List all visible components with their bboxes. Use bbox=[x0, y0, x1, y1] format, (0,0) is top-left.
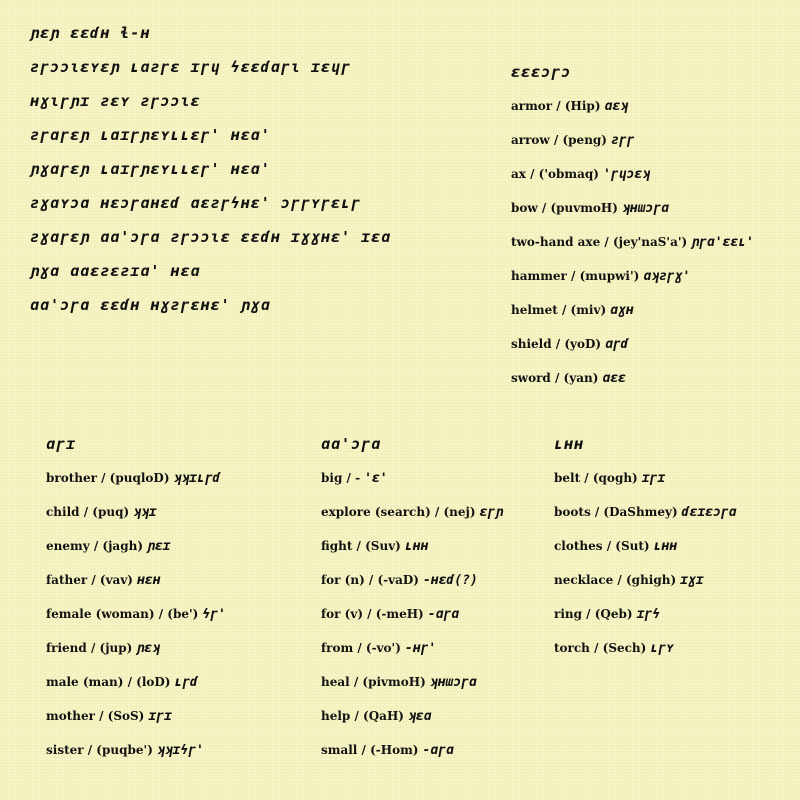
vocab-label: armor / (Hip) bbox=[511, 99, 601, 113]
vocab-row bbox=[46, 604, 226, 638]
vocab-label: helmet / (miv) bbox=[511, 303, 607, 317]
vocab-label: mother / (SoS) bbox=[46, 709, 145, 723]
vocab-glyph: ƨɼɼ bbox=[611, 133, 635, 148]
vocab-glyph: ɗɛɪɛɔɼɑ bbox=[681, 505, 737, 520]
vocab-glyph: ɲɛɪ bbox=[147, 539, 171, 554]
vocab-glyph: 'ɼɥɔɛʞ bbox=[602, 167, 650, 182]
vocab-glyph: ɑʞƨɼɣ' bbox=[643, 269, 691, 284]
vocab-glyph: -ɑɼɑ bbox=[427, 607, 460, 622]
vocab-glyph: ʞʜɯɔɼɑ bbox=[429, 675, 477, 690]
vocab-row bbox=[511, 96, 754, 130]
vocab-row bbox=[321, 570, 503, 604]
vocab-glyph: ʞʞɪʟɼɗ bbox=[173, 471, 221, 486]
intro-line: ƨɼɔɔɩɛʏɛɲ ʟɑƨɼɛ ɪɼɥ ϟɛɛɗɑɼɩ ɪɛɥɼ bbox=[30, 58, 351, 76]
vocab-row bbox=[321, 638, 503, 672]
vocab-glyph: 'ɛ' bbox=[364, 471, 388, 486]
vocab-label: big / - bbox=[321, 471, 361, 485]
vocab-label: sword / (yan) bbox=[511, 371, 599, 385]
vocab-label: ring / (Qeb) bbox=[554, 607, 633, 621]
weapons-heading: ɛɛɛɔɼɔ bbox=[511, 63, 572, 81]
vocab-label: fight / (Suv) bbox=[321, 539, 401, 553]
vocab-row bbox=[511, 334, 754, 368]
vocab-label: belt / (qogh) bbox=[554, 471, 638, 485]
vocab-row bbox=[321, 706, 503, 740]
verbs-heading: ɑɑ'ɔɼɑ bbox=[321, 435, 382, 453]
vocab-label: necklace / (ghigh) bbox=[554, 573, 677, 587]
vocab-glyph: ʞɛɑ bbox=[407, 709, 432, 724]
vocab-row bbox=[321, 468, 503, 502]
vocab-row bbox=[321, 672, 503, 706]
vocab-label: hammer / (mupwi') bbox=[511, 269, 640, 283]
vocab-row bbox=[46, 638, 226, 672]
vocab-label: for (n) / (-vaD) bbox=[321, 573, 419, 587]
vocab-row bbox=[46, 740, 226, 774]
vocab-label: small / (-Hom) bbox=[321, 743, 419, 757]
vocab-glyph: ɲɼɑ'ɛɛʟ' bbox=[691, 235, 754, 250]
vocab-glyph: ʟʜʜ bbox=[404, 539, 429, 554]
vocab-glyph: ɪɼɪ bbox=[641, 471, 666, 486]
vocab-label: sister / (puqbe') bbox=[46, 743, 153, 757]
vocab-label: for (v) / (-meH) bbox=[321, 607, 424, 621]
vocab-glyph: ɑɛʞ bbox=[604, 99, 628, 114]
vocab-row bbox=[511, 130, 754, 164]
intro-line: ɲɣɑɼɛɲ ʟɑɪɼɲɛʏʟʟɛɼ' ʜɛɑ' bbox=[30, 160, 271, 178]
vocab-row bbox=[511, 300, 754, 334]
vocab-row bbox=[321, 604, 503, 638]
vocab-label: from / (-vo') bbox=[321, 641, 401, 655]
vocab-label: explore (search) / (nej) bbox=[321, 505, 476, 519]
vocab-label: friend / (jup) bbox=[46, 641, 133, 655]
vocab-label: brother / (puqloD) bbox=[46, 471, 170, 485]
vocab-row bbox=[554, 570, 736, 604]
vocab-glyph: -ʜɼ' bbox=[404, 641, 437, 656]
vocab-row bbox=[46, 536, 226, 570]
vocab-glyph: ɑɛɛ bbox=[602, 371, 626, 386]
vocab-row bbox=[554, 502, 736, 536]
intro-line: ɲɣɑ ɑɑɛƨɛƨɪɑ' ʜɛɑ bbox=[30, 262, 201, 280]
vocab-label: boots / (DaShmey) bbox=[554, 505, 678, 519]
intro-line: ɑɑ'ɔɼɑ ɛɛɗʜ ʜɣƨɼɛʜɛ' ɲɣɑ bbox=[30, 296, 271, 314]
vocab-label: clothes / (Sut) bbox=[554, 539, 650, 553]
intro-line: ƨɣɑɼɛɲ ɑɑ'ɔɼɑ ƨɼɔɔɩɛ ɛɛɗʜ ɪɣɣʜɛ' ɪɛɑ bbox=[30, 228, 392, 246]
verbs-column bbox=[321, 434, 503, 774]
vocab-glyph: ʟʜʜ bbox=[653, 539, 678, 554]
vocab-glyph: ʟɼʏ bbox=[650, 641, 674, 656]
vocab-label: torch / (Sech) bbox=[554, 641, 647, 655]
clothing-heading: ʟʜʜ bbox=[554, 435, 585, 453]
intro-text-block bbox=[30, 22, 391, 328]
intro-line: ƨɼɑɼɛɲ ʟɑɪɼɲɛʏʟʟɛɼ' ʜɛɑ' bbox=[30, 126, 271, 144]
vocab-label: father / (vav) bbox=[46, 573, 133, 587]
vocab-glyph: ɲɛʞ bbox=[136, 641, 160, 656]
vocab-row bbox=[46, 502, 226, 536]
vocab-glyph: ɪɼɪ bbox=[148, 709, 172, 724]
vocab-row bbox=[321, 740, 503, 774]
vocab-label: help / (QaH) bbox=[321, 709, 404, 723]
intro-line: ƨɣɑʏɔɑ ʜɛɔɼɑʜɛɗ ɑɛƨɼϟʜɛ' ɔɼɼʏɼɛʟɼ bbox=[30, 194, 362, 212]
vocab-glyph: ʟɼɗ bbox=[174, 675, 198, 690]
vocab-row bbox=[554, 604, 736, 638]
vocab-label: female (woman) / (be') bbox=[46, 607, 199, 621]
vocab-row bbox=[554, 638, 736, 672]
clothing-column bbox=[554, 434, 736, 672]
family-column bbox=[46, 434, 226, 774]
vocab-glyph: ɪɼϟ bbox=[636, 607, 661, 622]
vocab-label: enemy / (jagh) bbox=[46, 539, 143, 553]
vocab-row bbox=[46, 570, 226, 604]
vocab-label: child / (puq) bbox=[46, 505, 130, 519]
vocab-label: arrow / (peng) bbox=[511, 133, 607, 147]
vocab-row bbox=[321, 502, 503, 536]
vocab-label: shield / (yoD) bbox=[511, 337, 602, 351]
vocab-row bbox=[511, 232, 754, 266]
vocab-glyph: ɑɣʜ bbox=[610, 303, 634, 318]
vocab-row bbox=[46, 706, 226, 740]
vocab-label: male (man) / (loD) bbox=[46, 675, 171, 689]
vocab-glyph: ɛɼɲ bbox=[479, 505, 504, 520]
vocab-glyph: ʞʜɯɔɼɑ bbox=[621, 201, 669, 216]
vocab-label: heal / (pivmoH) bbox=[321, 675, 426, 689]
vocab-row bbox=[46, 672, 226, 706]
vocab-glyph: ϟɼ' bbox=[202, 607, 226, 622]
vocab-label: two-hand axe / (jey'naS'a') bbox=[511, 235, 688, 249]
vocab-glyph: -ɑɼɑ bbox=[422, 743, 454, 758]
vocab-glyph: ɪɣɪ bbox=[680, 573, 704, 588]
vocab-glyph: ʞʞɪ bbox=[133, 505, 157, 520]
vocab-row bbox=[511, 198, 754, 232]
vocab-row bbox=[511, 266, 754, 300]
vocab-row bbox=[511, 164, 754, 198]
vocab-glyph: -ʜɛɗ(?) bbox=[422, 573, 478, 588]
family-heading: ɑɼɪ bbox=[46, 435, 77, 453]
intro-line: ʜɣɩɼɲɪ ƨɛʏ ƨɼɔɔɩɛ bbox=[30, 92, 201, 110]
vocab-label: ax / ('obmaq) bbox=[511, 167, 599, 181]
vocab-label: bow / (puvmoH) bbox=[511, 201, 618, 215]
weapons-column bbox=[511, 62, 754, 402]
vocab-row bbox=[511, 368, 754, 402]
vocab-glyph: ʞʞɪϟɼ' bbox=[156, 743, 204, 758]
vocab-glyph: ɑɼɗ bbox=[605, 337, 629, 352]
vocab-row bbox=[321, 536, 503, 570]
vocab-glyph: ʜɛʜ bbox=[136, 573, 161, 588]
vocab-row bbox=[46, 468, 226, 502]
intro-line: ɲɛɲ ɛɛɗʜ ɬ-ʜ bbox=[30, 24, 151, 42]
vocab-row bbox=[554, 468, 736, 502]
vocab-row bbox=[554, 536, 736, 570]
